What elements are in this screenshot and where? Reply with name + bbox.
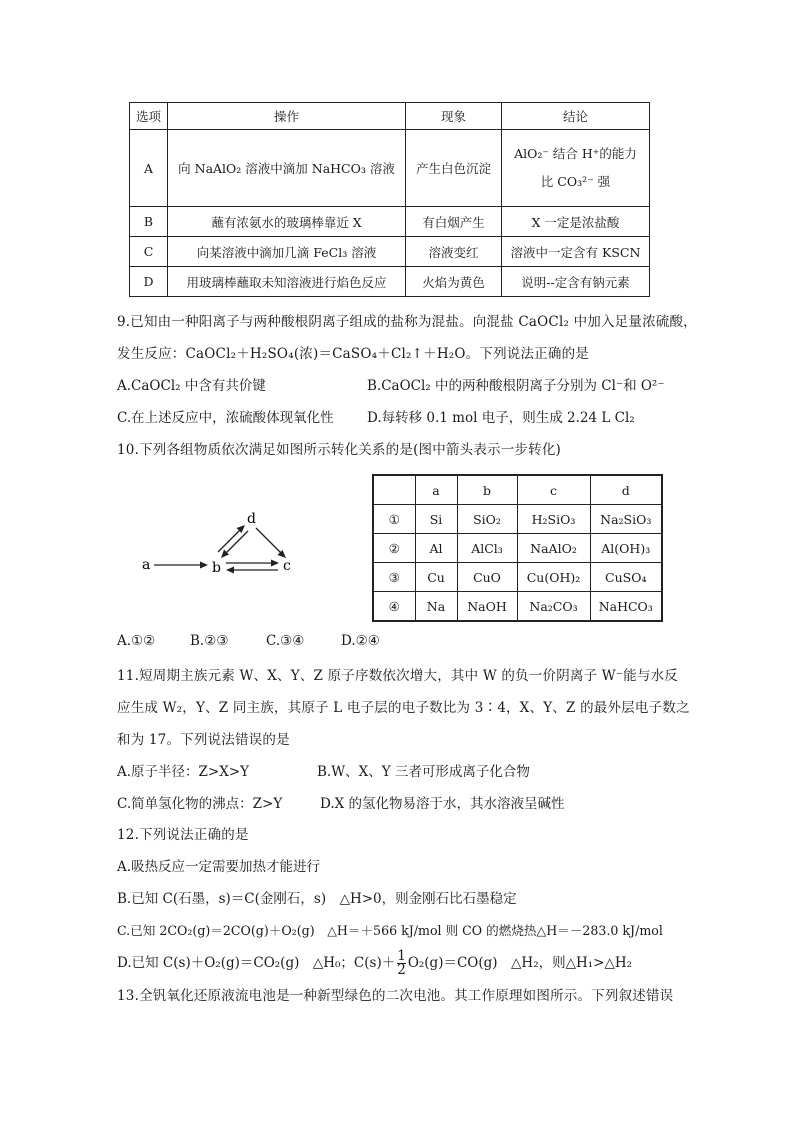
table-cell: Na₂SiO₃: [590, 505, 662, 534]
q11-option-d: D.X 的氢化物易溶于水，其水溶液呈碱性: [320, 796, 565, 812]
q10-option-a: A.①②: [117, 633, 156, 649]
q11-stem-line: 应生成 W₂，Y、Z 同主族，其原子 L 电子层的电子数比为 3∶4，X、Y、Z 的最外层电子数之: [117, 700, 690, 716]
node-c-label: c: [283, 558, 291, 574]
operation-cell: 向 NaAlO₂ 溶液中滴加 NaHCO₃ 溶液: [168, 130, 406, 207]
option-cell: C: [130, 237, 168, 267]
q11-stem-line: 和为 17。下列说法错误的是: [117, 732, 290, 748]
q11-option-b: B.W、X、Y 三者可形成离子化合物: [317, 764, 530, 780]
option-d-text: D.已知 C(s)＋O₂(g)＝CO₂(g) △H₀；C(s)＋: [117, 955, 396, 971]
table-cell: AlCl₃: [457, 534, 517, 563]
phenomenon-cell: 火焰为黄色: [406, 267, 502, 297]
table-cell: ④: [373, 592, 415, 622]
table-cell: H₂SiO₃: [517, 505, 590, 534]
q11-option-a: A.原子半径：Z>X>Y: [117, 764, 250, 780]
table-row: [130, 207, 650, 237]
conclusion-line: AlO₂⁻ 结合 H⁺的能力: [514, 146, 637, 161]
q9-stem-line: 发生反应：CaOCl₂＋H₂SO₄(浓)＝CaSO₄＋Cl₂↑＋H₂O。下列说法正确的是: [117, 346, 589, 362]
q12-stem-line: 12.下列说法正确的是: [117, 827, 249, 843]
q9-option-c: C.在上述反应中，浓硫酸体现氧化性: [117, 410, 334, 426]
table-header-row: [373, 475, 662, 505]
header-cell: c: [517, 475, 590, 505]
q10-option-c: C.③④: [266, 633, 305, 649]
q9-option-a: A.CaOCl₂ 中含有共价键: [117, 378, 266, 394]
operation-cell: 用玻璃棒蘸取未知溶液进行焰色反应: [168, 267, 406, 297]
option-cell: D: [130, 267, 168, 297]
table-cell: Na₂CO₃: [517, 592, 590, 622]
header-cell: [373, 475, 415, 505]
q9-stem-line: 9.已知由一种阳离子与两种酸根阴离子组成的盐称为混盐。向混盐 CaOCl₂ 中加入足量浓硫酸，: [117, 314, 697, 330]
node-a-label: a: [142, 557, 151, 573]
table-cell: Cu(OH)₂: [517, 563, 590, 592]
table-cell: ②: [373, 534, 415, 563]
header-cell: 选项: [130, 103, 168, 130]
conclusion-cell: [502, 130, 650, 207]
table-cell: Al: [415, 534, 457, 563]
header-cell: 操作: [168, 103, 406, 130]
q11-option-c: C.简单氢化物的沸点：Z>Y: [117, 796, 283, 812]
q12-option-c: C.已知 2CO₂(g)＝2CO(g)＋O₂(g) △H＝＋566 kJ/mol 则 CO 的燃烧热△H＝－283.0 kJ/mol: [117, 923, 663, 938]
table-header-row: [130, 103, 650, 130]
fraction-numerator: 1: [397, 948, 406, 964]
phenomenon-cell: 产生白色沉淀: [406, 130, 502, 207]
arrow-d-to-c: [256, 528, 283, 555]
node-b-label: b: [212, 560, 221, 576]
option-cell: A: [130, 130, 168, 207]
table-row: [373, 592, 662, 622]
operation-cell: 向某溶液中滴加几滴 FeCl₃ 溶液: [168, 237, 406, 267]
table-row: [373, 505, 662, 534]
table-cell: CuSO₄: [590, 563, 662, 592]
table-cell: Si: [415, 505, 457, 534]
arrow-head: [226, 567, 234, 574]
phenomenon-cell: 有白烟产生: [406, 207, 502, 237]
header-cell: 结论: [502, 103, 650, 130]
table-cell: Al(OH)₃: [590, 534, 662, 563]
experiment-table: [129, 102, 650, 297]
header-cell: a: [415, 475, 457, 505]
conclusion-cell: 说明--定含有钠元素: [502, 267, 650, 297]
arrow-head: [200, 562, 208, 569]
conclusion-cell: X 一定是浓盐酸: [502, 207, 650, 237]
table-cell: ③: [373, 563, 415, 592]
q12-option-d: [117, 950, 632, 977]
q10-stem-line: 10.下列各组物质依次满足如图所示转化关系的是(图中箭头表示一步转化): [117, 442, 562, 458]
table-cell: NaOH: [457, 592, 517, 622]
q12-option-a: A.吸热反应一定需要加热才能进行: [117, 859, 321, 875]
fraction-one-half: [397, 950, 406, 977]
operation-cell: 蘸有浓氨水的玻璃棒靠近 X: [168, 207, 406, 237]
option-cell: B: [130, 207, 168, 237]
table-row: [130, 267, 650, 297]
conclusion-cell: 溶液中一定含有 KSCN: [502, 237, 650, 267]
q9-option-d: D.每转移 0.1 mol 电子，则生成 2.24 L Cl₂: [367, 410, 635, 426]
fraction-denominator: 2: [397, 962, 406, 978]
table-row: [130, 130, 650, 207]
q10-option-b: B.②③: [190, 633, 229, 649]
conversion-diagram: [130, 500, 310, 590]
table-cell: CuO: [457, 563, 517, 592]
table-row: [130, 237, 650, 267]
conclusion-line: 比 CO₃²⁻ 强: [540, 174, 611, 189]
q9-option-b: B.CaOCl₂ 中的两种酸根阴离子分别为 Cl⁻和 O²⁻: [367, 378, 665, 394]
table-cell: NaHCO₃: [590, 592, 662, 622]
node-d-label: d: [247, 511, 256, 527]
phenomenon-cell: 溶液变红: [406, 237, 502, 267]
table-cell: NaAlO₂: [517, 534, 590, 563]
table-cell: ①: [373, 505, 415, 534]
table-cell: Cu: [415, 563, 457, 592]
q10-option-d: D.②④: [341, 633, 380, 649]
q12-option-b: B.已知 C(石墨，s)＝C(金刚石，s) △H>0，则金刚石比石墨稳定: [117, 891, 517, 907]
table-cell: Na: [415, 592, 457, 622]
option-d-text: O₂(g)＝CO(g) △H₂，则△H₁>△H₂: [407, 955, 633, 971]
header-cell: 现象: [406, 103, 502, 130]
header-cell: b: [457, 475, 517, 505]
conversion-table: [372, 474, 663, 622]
table-cell: SiO₂: [457, 505, 517, 534]
arrow-head: [271, 560, 279, 567]
table-row: [373, 563, 662, 592]
header-cell: d: [590, 475, 662, 505]
q11-stem-line: 11.短周期主族元素 W、X、Y、Z 原子序数依次增大，其中 W 的负一价阴离子 W⁻能与水反: [117, 668, 678, 684]
table-row: [373, 534, 662, 563]
q13-stem-line: 13.全钒氧化还原液流电池是一种新型绿色的二次电池。其工作原理如图所示。下列叙述错误: [117, 988, 674, 1004]
